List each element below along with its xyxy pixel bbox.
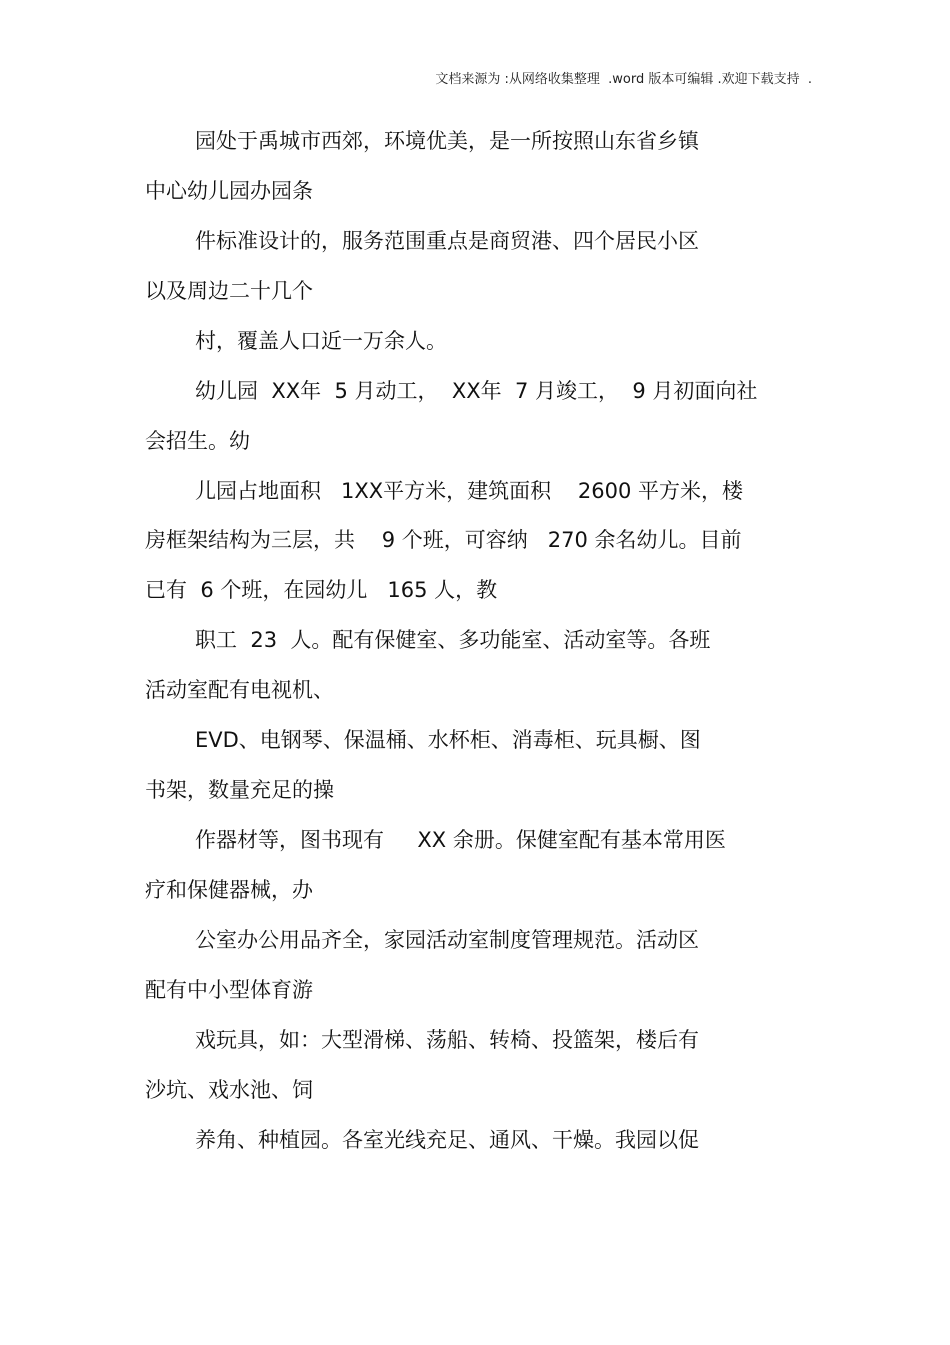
text-line: 幼儿园 XX年 5 月动工， XX年 7 月竣工， 9 月初面向社 (195, 379, 758, 403)
text-line: 房框架结构为三层，共 9 个班，可容纳 270 余名幼儿。目前 (145, 528, 742, 552)
text-line: 会招生。幼 (145, 429, 250, 453)
text-line: 园处于禹城市西郊，环境优美，是一所按照山东省乡镇 (195, 129, 699, 153)
text-line: 以及周边二十几个 (145, 279, 313, 303)
text-line: 活动室配有电视机、 (145, 678, 334, 702)
text-line: 沙坑、戏水池、饲 (145, 1078, 313, 1102)
text-line: 中心幼儿园办园条 (145, 179, 313, 203)
text-line: 件标准设计的，服务范围重点是商贸港、四个居民小区 (195, 229, 699, 253)
text-line: 儿园占地面积 1XX平方米，建筑面积 2600 平方米，楼 (195, 479, 743, 503)
text-line: 疗和保健器械，办 (145, 878, 313, 902)
text-line: 职工 23 人。配有保健室、多功能室、活动室等。各班 (195, 628, 711, 652)
text-line: 作器材等，图书现有 XX 余册。保健室配有基本常用医 (195, 828, 726, 852)
text-line: EVD、电钢琴、保温桶、水杯柜、消毒柜、玩具橱、图 (195, 728, 701, 752)
text-line: 已有 6 个班，在园幼儿 165 人，教 (145, 578, 498, 602)
source-note: 文档来源为 :从网络收集整理 .word 版本可编辑 .欢迎下载支持 . (435, 72, 812, 87)
text-line: 村，覆盖人口近一万余人。 (195, 329, 447, 353)
text-line: 戏玩具，如：大型滑梯、荡船、转椅、投篮架，楼后有 (195, 1028, 699, 1052)
text-line: 书架，数量充足的操 (145, 778, 334, 802)
text-line: 公室办公用品齐全，家园活动室制度管理规范。活动区 (195, 928, 699, 952)
text-line: 配有中小型体育游 (145, 978, 313, 1002)
text-line: 养角、种植园。各室光线充足、通风、干燥。我园以促 (195, 1128, 699, 1152)
